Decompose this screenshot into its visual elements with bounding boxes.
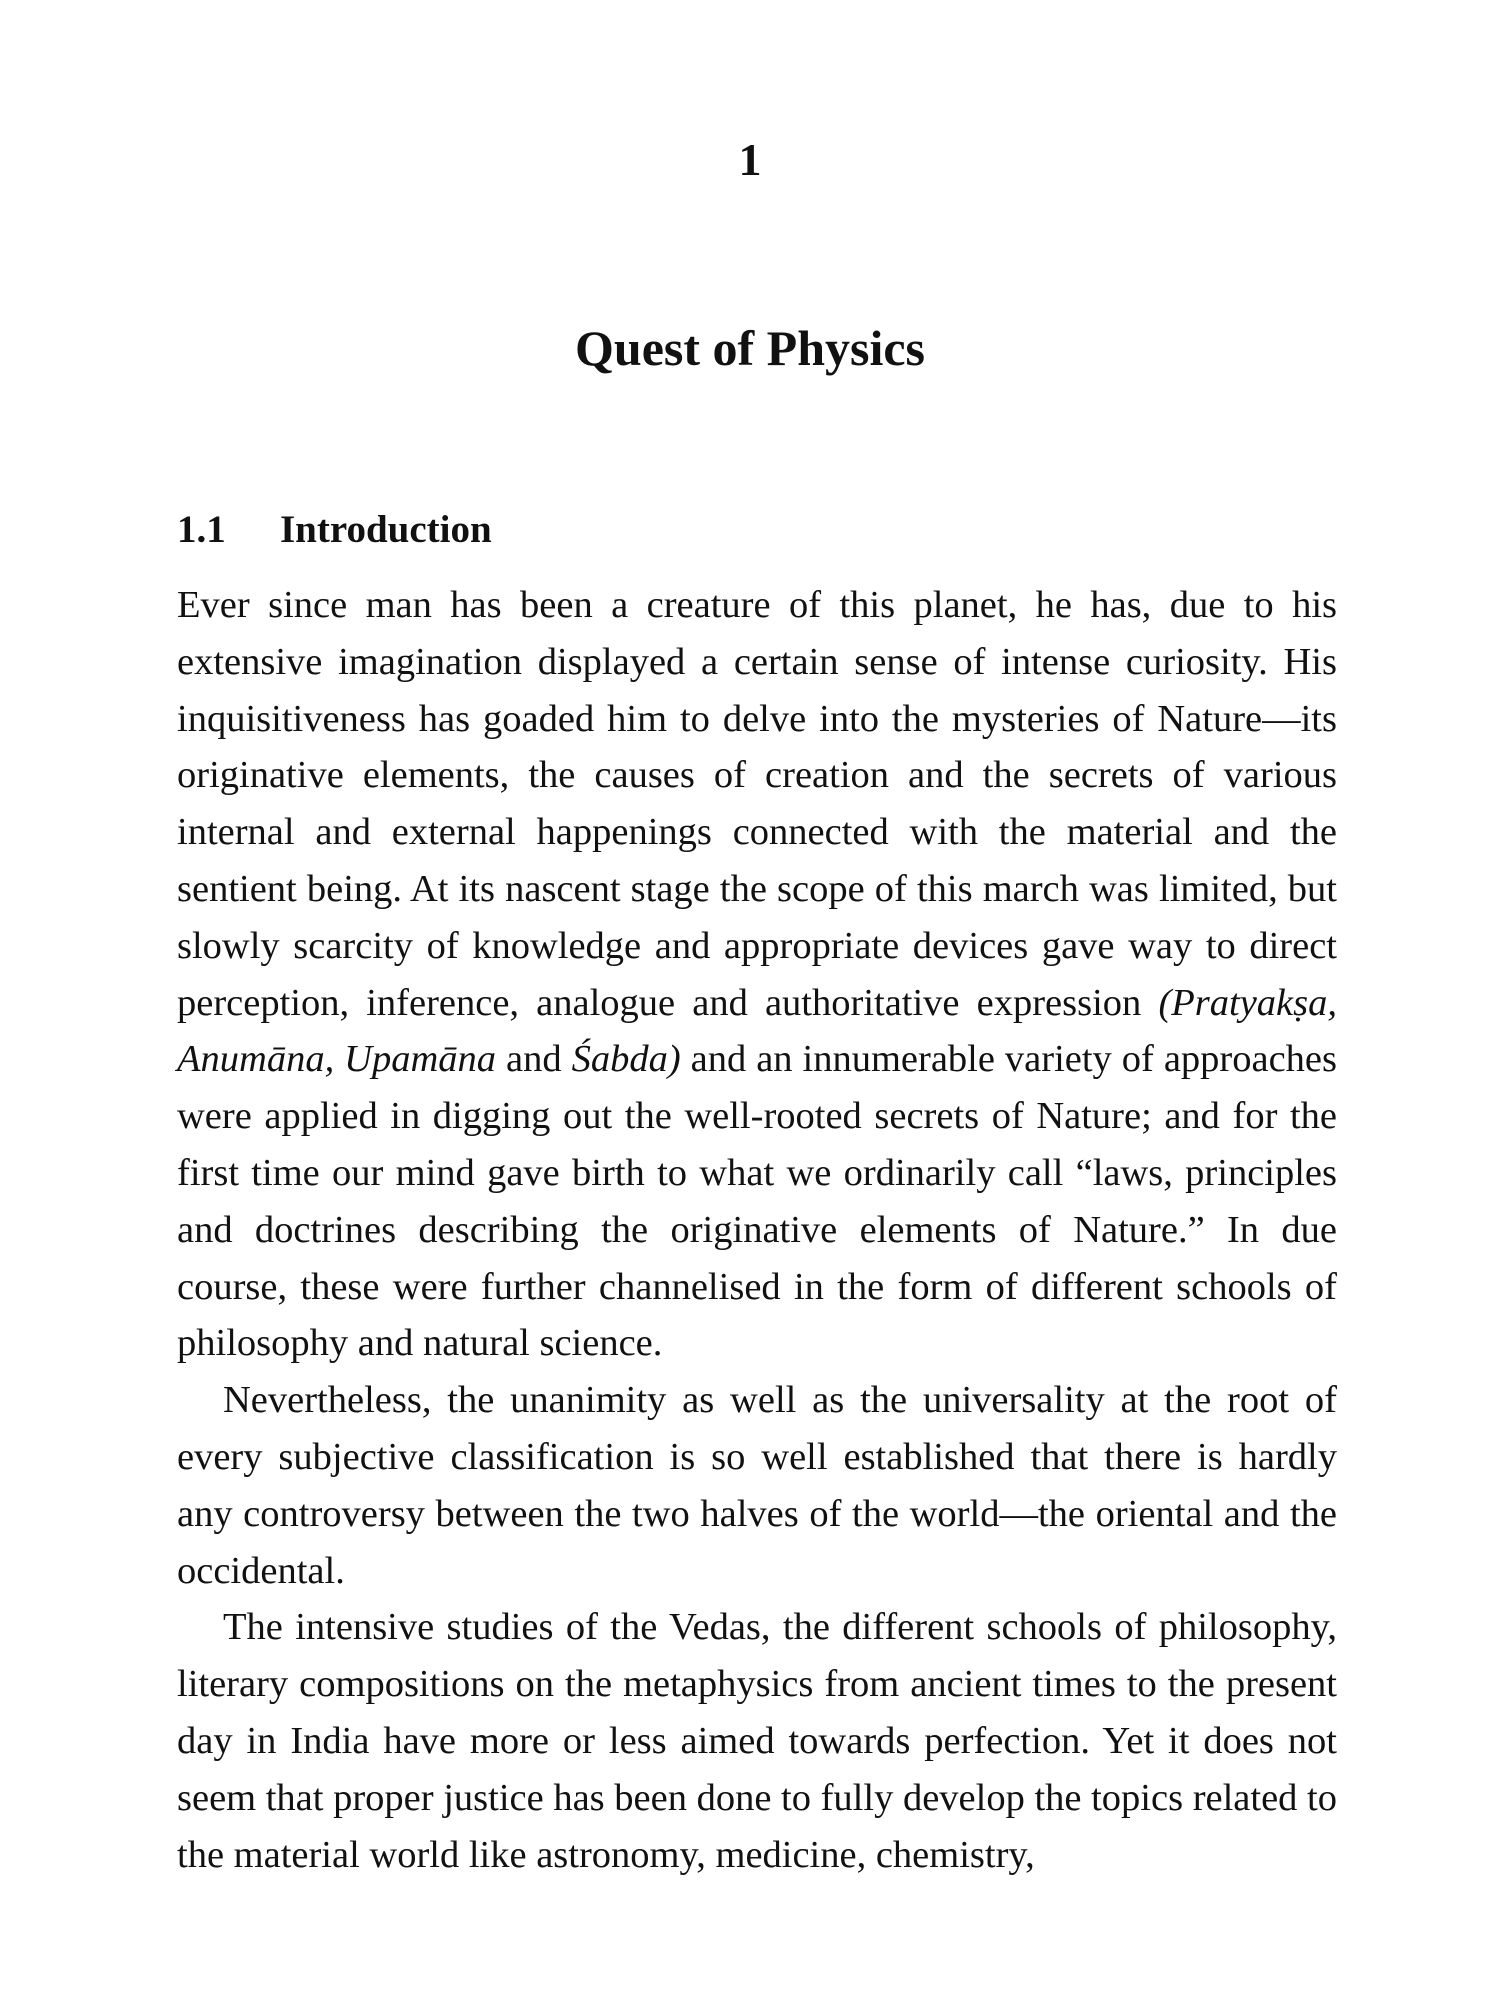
section-heading (177, 505, 492, 555)
paragraph-1-italic-terms: (Pratyakṣa, Anumāna, Upamāna (177, 981, 1337, 1081)
section-number: 1.1 (177, 508, 226, 551)
chapter-title: Quest of Physics (575, 320, 925, 376)
paragraph-1 (177, 577, 1337, 1372)
paragraph-1-text-b: and (496, 1038, 572, 1081)
paragraph-3: The intensive studies of the Vedas, the different schools of philosophy, literary compositions on the metaphysics from ancient times to the present day in India have more or less aimed towards perfection. Yet it does not seem that proper justice has been done to fully develop the topics related to the material world like astronomy, medicine, chemistry, (177, 1606, 1337, 1876)
paragraph-2: Nevertheless, the unanimity as well as the universality at the root of every subjective classification is so well established that there is hardly any controversy between the two halves of the world—the oriental and the occidental. (177, 1379, 1337, 1592)
paragraph-1-text-a: Ever since man has been a creature of this planet, he has, due to his extensive imagination displayed a certain sense of intense curiosity. His inquisitiveness has goaded him to delve into the mysteries of Nature—its originative elements, the causes of creation and the secrets of various internal and external happenings connected with the material and the sentient being. At its nascent stage the scope of this march was limited, but slowly scarcity of knowledge and appropriate devices gave way to direct perception, inference, analogue and authoritative expression (177, 584, 1337, 1024)
paragraph-1-italic-term-sabda: Śabda) (571, 1038, 681, 1081)
chapter-number: 1 (738, 134, 762, 185)
body-text (177, 577, 1337, 1883)
section-title: Introduction (280, 508, 492, 551)
paragraph-1-text-c: and an innumerable variety of approaches were applied in digging out the well-rooted secrets of Nature; and for the first time our mind gave birth to what we ordinarily call “laws, principles and doctrines describing the originative elements of Nature.” In due course, these were further channelised in the form of different schools of philosophy and natural science. (177, 1038, 1337, 1365)
